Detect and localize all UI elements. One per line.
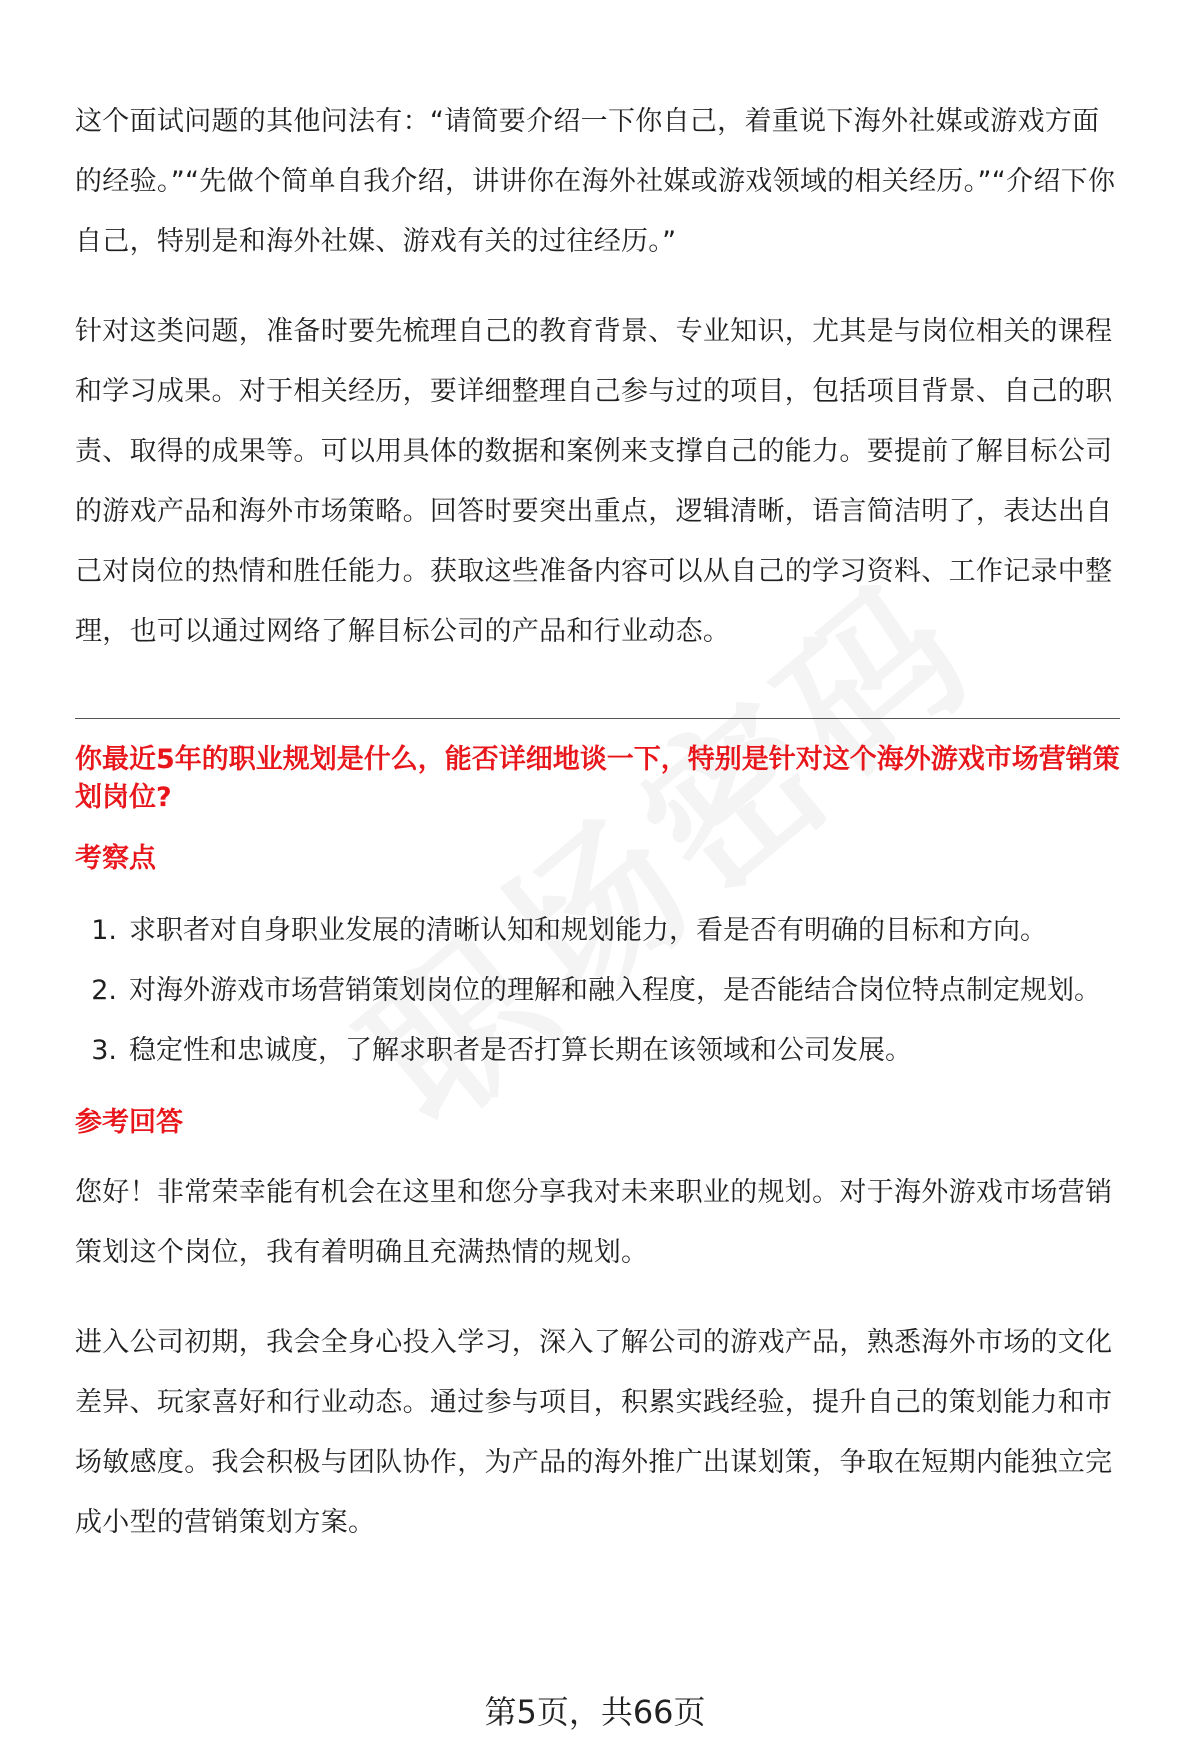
list-item-number: 3. <box>91 1035 117 1066</box>
check-points-list <box>75 901 1120 1081</box>
document-page <box>75 92 1120 1553</box>
answer-paragraph-2: 进入公司初期，我会全身心投入学习，深入了解公司的游戏产品，熟悉海外市场的文化差异、玩家喜好和行业动态。通过参与项目，积累实践经验，提升自己的策划能力和市场敏感度。我会积极与团队协作，为产品的海外推广出谋划策，争取在短期内能独立完成小型的营销策划方案。 <box>75 1327 1113 1538</box>
answer-paragraph-1: 您好！非常荣幸能有机会在这里和您分享我对未来职业的规划。对于海外游戏市场营销策划这个岗位，我有着明确且充满热情的规划。 <box>75 1177 1113 1268</box>
intro-paragraph-1: 这个面试问题的其他问法有：“请简要介绍一下你自己，着重说下海外社媒或游戏方面的经验。”“先做个简单自我介绍，讲讲你在海外社媒或游戏领域的相关经历。”“介绍下你自己，特别是和海外社媒、游戏有关的过往经历。” <box>75 106 1116 257</box>
reference-answer-heading: 参考回答 <box>75 1107 183 1138</box>
check-points-heading: 考察点 <box>75 843 156 874</box>
list-item-number: 1. <box>91 915 117 946</box>
section-divider <box>75 718 1120 719</box>
interview-question: 你最近5年的职业规划是什么，能否详细地谈一下，特别是针对这个海外游戏市场营销策划岗位? <box>75 744 1120 813</box>
list-item <box>75 1021 1120 1081</box>
list-item-text: 对海外游戏市场营销策划岗位的理解和融入程度，是否能结合岗位特点制定规划。 <box>129 975 1101 1006</box>
list-item <box>75 901 1120 961</box>
list-item <box>75 961 1120 1021</box>
list-item-text: 求职者对自身职业发展的清晰认知和规划能力，看是否有明确的目标和方向。 <box>129 915 1047 946</box>
page-number: 第5页，共66页 <box>484 1693 706 1731</box>
list-item-number: 2. <box>91 975 117 1006</box>
intro-paragraph-2: 针对这类问题，准备时要先梳理自己的教育背景、专业知识，尤其是与岗位相关的课程和学习成果。对于相关经历，要详细整理自己参与过的项目，包括项目背景、自己的职责、取得的成果等。可以用具体的数据和案例来支撑自己的能力。要提前了解目标公司的游戏产品和海外市场策略。回答时要突出重点，逻辑清晰，语言简洁明了，表达出自己对岗位的热情和胜任能力。获取这些准备内容可以从自己的学习资料、工作记录中整理，也可以通过网络了解目标公司的产品和行业动态。 <box>75 316 1113 647</box>
list-item-text: 稳定性和忠诚度，了解求职者是否打算长期在该领域和公司发展。 <box>129 1035 912 1066</box>
